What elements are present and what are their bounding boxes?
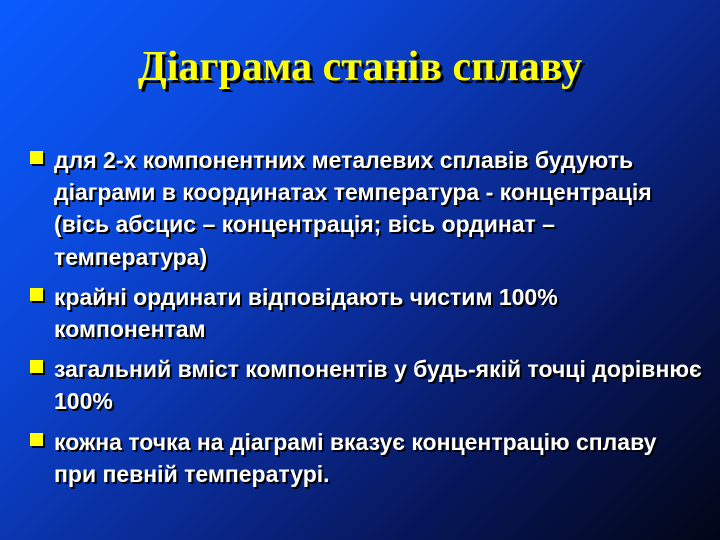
bullet-list [24, 144, 704, 498]
slide-title: Діаграма станів сплаву [137, 44, 583, 90]
bullet-text: крайні ординати відповідають чистим 100% компонентам [54, 283, 558, 342]
square-bullet-icon [30, 360, 43, 373]
bullet-text: кожна точка на діаграмі вказує концентрацію сплаву при певній температурі. [54, 428, 657, 487]
bullet-item-3 [24, 353, 704, 417]
bullet-text: для 2-х компонентних металевих сплавів будують діаграми в координатах температура - концентрація (вісь абсцис – концентрація; вісь ординат –температура) [54, 147, 652, 270]
square-bullet-icon [30, 151, 43, 164]
bullet-item-2 [24, 281, 704, 345]
bullet-item-4 [24, 426, 704, 490]
bullet-item-1 [24, 144, 704, 273]
square-bullet-icon [30, 433, 43, 446]
square-bullet-icon [30, 288, 43, 301]
bullet-text: загальний вміст компонентів у будь-якій точці дорівнює 100% [54, 356, 702, 415]
